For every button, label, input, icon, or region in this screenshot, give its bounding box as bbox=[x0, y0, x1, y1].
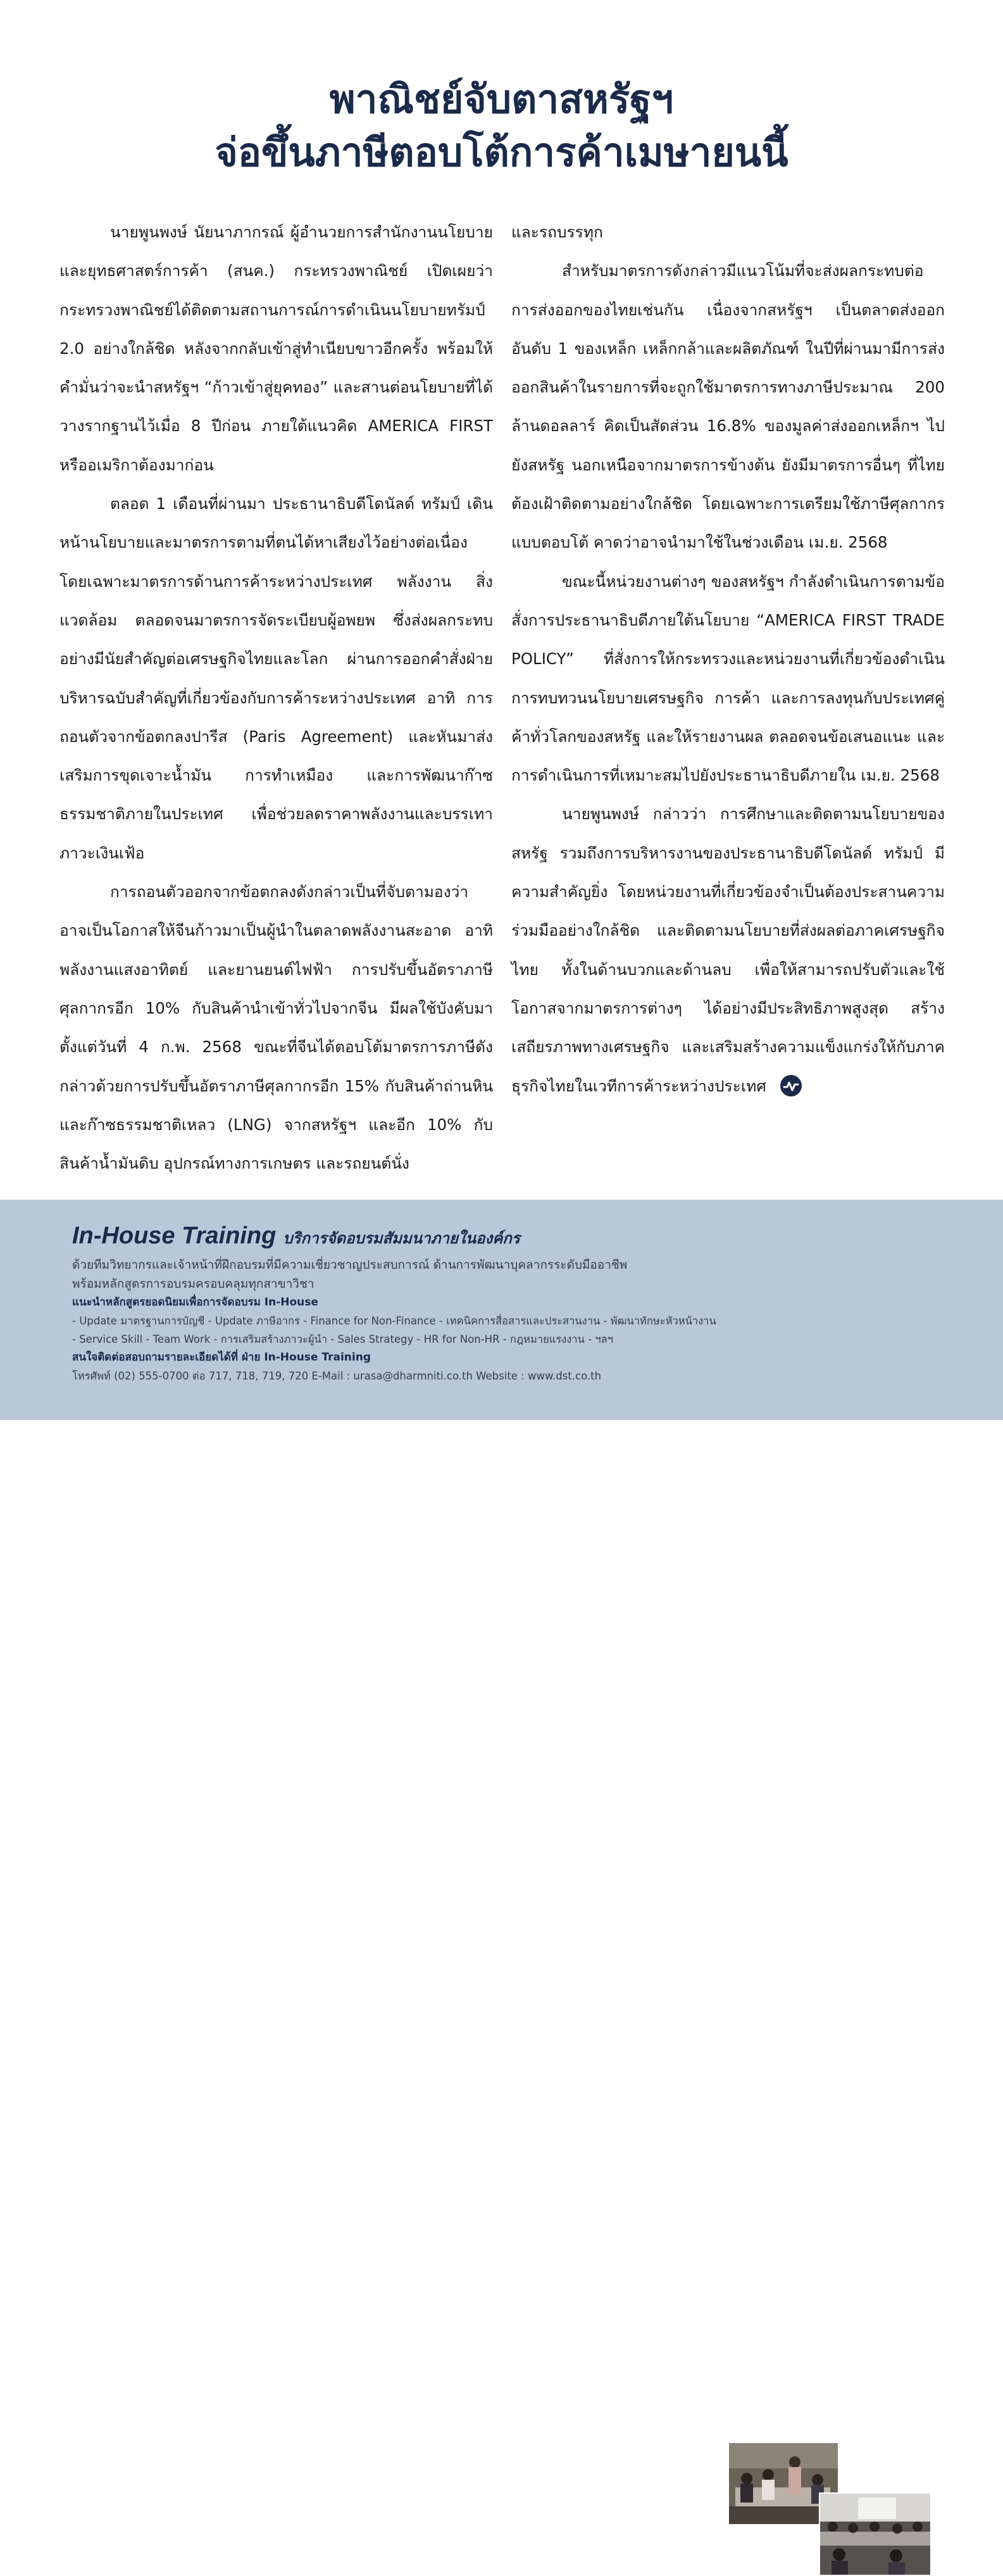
banner-contact-info: โทรศัพท์ (02) 555-0700 ต่อ 717, 718, 719, 720 E-Mail : urasa@dharmniti.co.th Website : www.dst.co.th bbox=[72, 1370, 602, 1382]
article-paragraph: ตลอด 1 เดือนที่ผ่านมา ประธานาธิบดีโดนัลด์ ทรัมป์ เดินหน้านโยบายและมาตรการตามที่ตนได้หาเสียงไว้อย่างต่อเนื่อง โดยเฉพาะมาตรการด้านการค้าระหว่างประเทศ พลังงาน สิ่งแวดล้อม ตลอดจนมาตรการจัดระเบียบผู้อพยพ ซึ่งส่งผลกระทบอย่างมีนัยสำคัญต่อเศรษฐกิจไทยและโลก ผ่านการออกคำสั่งฝ่ายบริหารฉบับสำคัญที่เกี่ยวข้องกับการค้าระหว่างประเทศ อาทิ การถอนตัวจากข้อตกลงปารีส (Paris Agreement) และหันมาส่งเสริมการขุดเจาะน้ำมัน การทำเหมือง และการพัฒนาก๊าซธรรมชาติภายในประเทศ เพื่อช่วยลดราคาพลังงานและบรรเทาภาวะเงินเฟ้อ bbox=[59, 494, 493, 862]
training-photo bbox=[819, 2492, 931, 2576]
banner-course-list: - Update มาตรฐานการบัญชี - Update ภาษีอากร - Finance for Non-Finance - เทคนิคการสื่อสารและประสานงาน - พัฒนาทักษะหัวหน้างาน bbox=[72, 1315, 716, 1327]
article-paragraph: นายพูนพงษ์ นัยนาภากรณ์ ผู้อำนวยการสำนักงานนโยบายและยุทธศาสตร์การค้า (สนค.) กระทรวงพาณิชย์ เปิดเผยว่ากระทรวงพาณิชย์ได้ติดตามสถานการณ์การดำเนินนโยบายทรัมป์ 2.0 อย่างใกล้ชิด หลังจากกลับเข้าสู่ทำเนียบขาวอีกครั้ง พร้อมให้คำมั่นว่าจะนำสหรัฐฯ “ก้าวเข้าสู่ยุคทอง” และสานต่อนโยบายที่ได้วางรากฐานไว้เมื่อ 8 ปีก่อน ภายใต้แนวคิด AMERICA FIRST หรืออเมริกาต้องมาก่อน bbox=[59, 223, 493, 474]
in-house-training-banner bbox=[0, 1200, 1003, 1420]
article-paragraph: สำหรับมาตรการดังกล่าวมีแนวโน้มที่จะส่งผลกระทบต่อการส่งออกของไทยเช่นกัน เนื่องจากสหรัฐฯ เป็นตลาดส่งออกอันดับ 1 ของเหล็ก เหล็กกล้าและผลิตภัณฑ์ ในปีที่ผ่านมามีการส่งออกสินค้าในรายการที่จะถูกใช้มาตรการทางภาษีประมาณ 200 ล้านดอลลาร์ คิดเป็นสัดส่วน 16.8% ของมูลค่าส่งออกเหล็กฯ ไปยังสหรัฐ นอกเหนือจากมาตรการข้างต้น ยังมีมาตรการอื่นๆ ที่ไทยต้องเฝ้าติดตามอย่างใกล้ชิด โดยเฉพาะการเตรียมใช้ภาษีศุลกากรแบบตอบโต้ คาดว่าอาจนำมาใช้ในช่วงเดือน เม.ย. 2568 bbox=[511, 261, 945, 552]
banner-heading bbox=[72, 1222, 520, 1250]
article-paragraph: การถอนตัวออกจากข้อตกลงดังกล่าวเป็นที่จับตามองว่าอาจเป็นโอกาสให้จีนก้าวมาเป็นผู้นำในตลาดพลังงานสะอาด อาทิ พลังงานแสงอาทิตย์ และยานยนต์ไฟฟ้า การปรับขึ้นอัตราภาษีศุลกากรอีก 10% กับสินค้านำเข้าทั่วไปจากจีน มีผลใช้บังคับมาตั้งแต่วันที่ 4 ก.พ. 2568 ขณะที่จีนได้ตอบโต้มาตรการภาษีดังกล่าวด้วยการปรับขึ้นอัตราภาษีศุลกากรอีก 15% กับสินค้าถ่านหิน และก๊าซธรรมชาติเหลว (LNG) จากสหรัฐฯ และอีก 10% กับสินค้าน้ำมันดิบ อุปกรณ์ทางการเกษตร และรถยนต์นั่ง bbox=[59, 883, 493, 1173]
article-title bbox=[0, 73, 1003, 179]
banner-recommend-heading: แนะนำหลักสูตรยอดนิยมเพื่อการจัดอบรม In-House bbox=[72, 1296, 318, 1309]
article-right-column bbox=[511, 213, 945, 1105]
article-title-line-1: พาณิชย์จับตาสหรัฐฯ bbox=[329, 76, 674, 122]
article-title-line-2: จ่อขึ้นภาษีตอบโต้การค้าเมษายนนี้ bbox=[215, 129, 788, 175]
article-paragraph-continued: และรถบรรทุก bbox=[511, 223, 603, 241]
article-left-column bbox=[59, 213, 493, 1183]
banner-description: ด้วยทีมวิทยากรและเจ้าหน้าที่ฝึกอบรมที่มีความเชี่ยวชาญประสบการณ์ ด้านการพัฒนาบุคลากรระดับมืออาชีพ bbox=[72, 1258, 628, 1272]
banner-brand: In-House Training bbox=[72, 1222, 277, 1249]
banner-description: พร้อมหลักสูตรการอบรมครอบคลุมทุกสาขาวิชา bbox=[72, 1277, 315, 1291]
end-of-article-icon bbox=[780, 1075, 802, 1096]
article-final-text: นายพูนพงษ์ กล่าวว่า การศึกษาและติดตามนโยบายของสหรัฐ รวมถึงการบริหารงานของประธานาธิบดีโดนัลด์ ทรัมป์ มีความสำคัญยิ่ง โดยหน่วยงานที่เกี่ยวข้องจำเป็นต้องประสานความร่วมมืออย่างใกล้ชิด และติดตามนโยบายที่ส่งผลต่อภาคเศรษฐกิจไทย ทั้งในด้านบวกและด้านลบ เพื่อให้สามารถปรับตัวและใช้โอกาสจากมาตรการต่างๆ ได้อย่างมีประสิทธิภาพสูงสุด สร้างเสถียรภาพทางเศรษฐกิจ และเสริมสร้างความแข็งแกร่งให้กับภาคธุรกิจไทยในเวทีการค้าระหว่างประเทศ bbox=[511, 805, 945, 1095]
article-paragraph-final bbox=[511, 795, 945, 1105]
banner-contact-heading: สนใจติดต่อสอบถามรายละเอียดได้ที่ ฝ่าย In-House Training bbox=[72, 1351, 371, 1364]
banner-body bbox=[72, 1255, 724, 1385]
banner-subtitle: บริการจัดอบรมสัมมนาภายในองค์กร bbox=[283, 1229, 520, 1247]
banner-course-list: - Service Skill - Team Work - การเสริมสร้างภาวะผู้นำ - Sales Strategy - HR for Non-HR - กฎหมายแรงงาน - ฯลฯ bbox=[72, 1333, 613, 1345]
article-paragraph: ขณะนี้หน่วยงานต่างๆ ของสหรัฐฯ กำลังดำเนินการตามข้อสั่งการประธานาธิบดีภายใต้นโยบาย “AMERICA FIRST TRADE POLICY” ที่สั่งการให้กระทรวงและหน่วยงานที่เกี่ยวข้องดำเนินการทบทวนนโยบายเศรษฐกิจ การค้า และการลงทุนกับประเทศคู่ค้าทั่วโลกของสหรัฐ และให้รายงานผล ตลอดจนข้อเสนอแนะ และการดำเนินการที่เหมาะสมไปยังประธานาธิบดีภายใน เม.ย. 2568 bbox=[511, 572, 945, 785]
